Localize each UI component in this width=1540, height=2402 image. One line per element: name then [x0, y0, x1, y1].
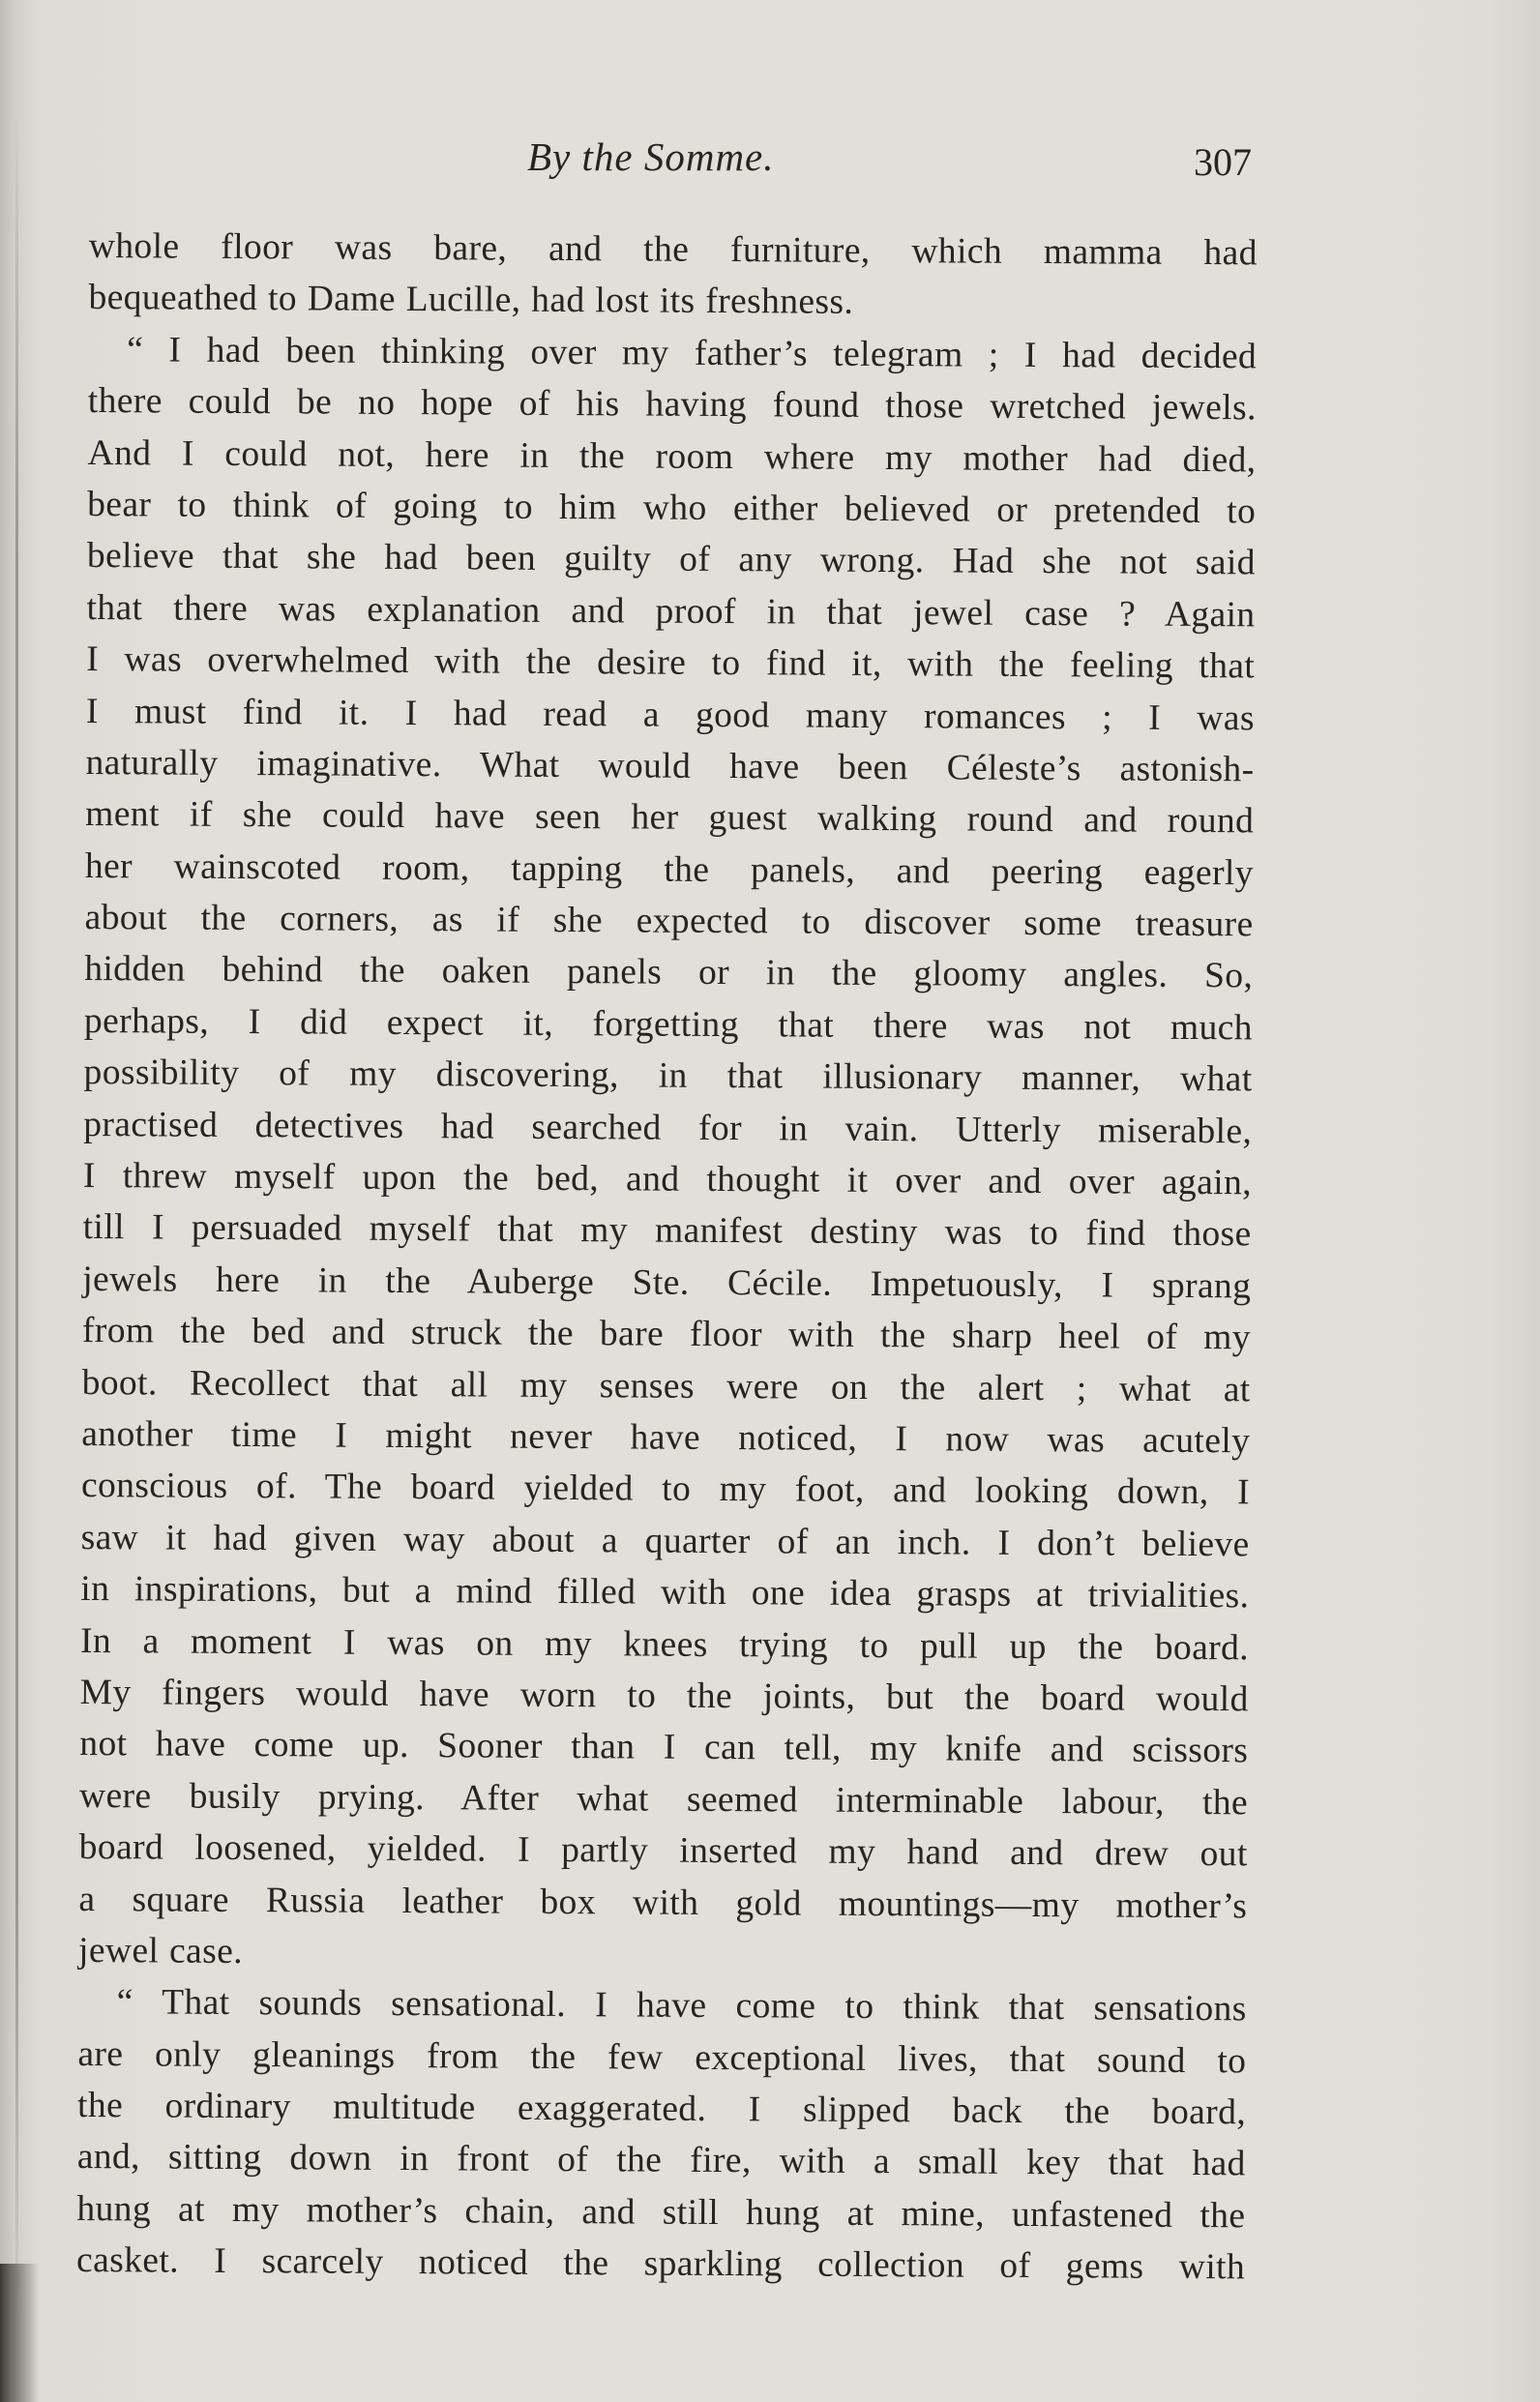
text-line: My fingers would have worn to the joints, but the board would [79, 1672, 1249, 1720]
page-fold-shadow [0, 2264, 39, 2402]
text-line: board loosened, yielded. I partly inserted my hand and drew out [78, 1827, 1248, 1875]
text-line: hung at my mother’s chain, and still hung at mine, unfastened the [76, 2188, 1246, 2237]
text-line: whole floor was bare, and the furniture, which mamma had [88, 225, 1258, 274]
text-line: bear to think of going to him who either believed or pretended to [87, 484, 1257, 532]
text-line: believe that she had been guilty of any wrong. Had she not said [86, 536, 1256, 583]
text-line: jewels here in the Auberge Ste. Cécile. Impetuously, I sprang [82, 1259, 1252, 1307]
text-line: possibility of my discovering, in that illusionary manner, what [83, 1053, 1253, 1100]
text-line: from the bed and struck the bare floor with the sharp heel of my [81, 1311, 1252, 1358]
text-line: practised detectives had searched for in vain. Utterly miserable, [83, 1104, 1253, 1152]
text-line: another time I might never have noticed, I now was acutely [81, 1413, 1251, 1462]
text-line: boot. Recollect that all my senses were on the alert ; what at [81, 1362, 1251, 1409]
text-line: casket. I scarcely noticed the sparkling collection of gems with [75, 2240, 1246, 2288]
text-line: about the corners, as if she expected to discover some treasure [84, 898, 1254, 945]
body-text [76, 221, 1258, 2294]
running-title: By the Somme. [527, 134, 775, 179]
text-line: I was overwhelmed with the desire to find it, with the feeling that [86, 639, 1256, 687]
text-line: I must find it. I had read a good many romances ; I was [85, 691, 1256, 738]
text-line: perhaps, I did expect it, forgetting that there was not much [83, 1000, 1254, 1049]
text-line: there could be no hope of his having found those wretched jewels. [87, 381, 1257, 429]
page-number: 307 [1194, 140, 1252, 184]
text-line: And I could not, here in the room where my mother had died, [87, 432, 1257, 480]
page-header [0, 128, 1540, 186]
text-line: that there was explanation and proof in that jewel case ? Again [86, 587, 1256, 636]
text-line: in inspirations, but a mind filled with one idea grasps at trivialities. [80, 1569, 1250, 1616]
text-line: saw it had given way about a quarter of an inch. I don’t believe [80, 1517, 1250, 1565]
text-line: naturally imaginative. What would have been Céleste’s astonish- [85, 742, 1255, 790]
text-line: the ordinary multitude exaggerated. I slipped back the board, [76, 2086, 1247, 2133]
text-line: her wainscoted room, tapping the panels, and peering eagerly [84, 845, 1255, 894]
text-line: not have come up. Sooner than I can tell, my knife and scissors [79, 1724, 1249, 1771]
text-line: were busily prying. After what seemed interminable labour, the [78, 1775, 1249, 1824]
text-line: bequeathed to Dame Lucille, had lost its freshness. [88, 278, 854, 323]
binding-gutter [15, 116, 18, 2341]
text-line: “ That sounds sensational. I have come to think that sensations [116, 1982, 1247, 2030]
text-line: In a moment I was on my knees trying to pull up the board. [79, 1620, 1250, 1668]
text-line: “ I had been thinking over my father’s telegram ; I had decided [127, 330, 1258, 377]
text-line: I threw myself upon the bed, and thought it over and over again, [82, 1156, 1253, 1203]
text-line: a square Russia leather box with gold mountings—my mother’s [78, 1879, 1248, 1926]
text-line: hidden behind the oaken panels or in the gloomy angles. So, [84, 949, 1254, 996]
text-line: are only gleanings from the few exceptional lives, that sound to [77, 2033, 1247, 2082]
text-line: jewel case. [77, 1930, 244, 1972]
text-line: ment if she could have seen her guest walking round and round [85, 794, 1255, 842]
text-line: and, sitting down in front of the fire, with a small key that had [76, 2137, 1246, 2184]
text-line: till I persuaded myself that my manifest destiny was to find those [82, 1207, 1252, 1255]
text-line: conscious of. The board yielded to my foot, and looking down, I [80, 1466, 1251, 1513]
